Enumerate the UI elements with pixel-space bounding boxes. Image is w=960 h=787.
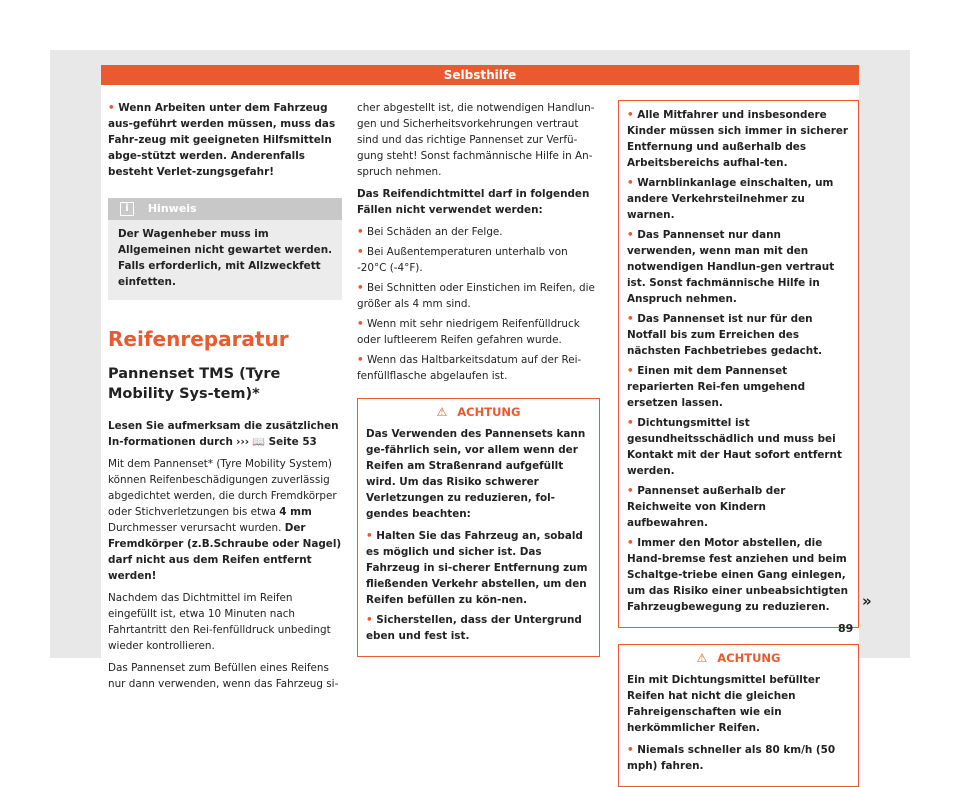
warning-intro: Das Verwenden des Pannensets kann ge-fährlich sein, vor allem wenn der Reifen am Straßenrand aufgefüllt wird. Um das Risiko schwerer Verletzungen zu reduzieren, fol-gendes beachten: (366, 428, 586, 520)
warning-item-text: Pannenset außerhalb der Reichweite von Kindern aufbewahren. (627, 485, 786, 529)
bullet-icon: • (627, 537, 634, 549)
subsection-title: Pannenset TMS (Tyre Mobility Sys-tem)* (108, 366, 281, 402)
warning-box-2 (618, 644, 859, 787)
list-item (357, 244, 600, 276)
page-number: 89 (838, 622, 854, 635)
warning-item-text: Das Pannenset nur dann verwenden, wenn man mit den notwendigen Handlun-gen vertraut ist. Sonst fachmännische Hilfe in Anspruch nehmen. (627, 229, 835, 305)
p1-text-b: 4 mm (279, 506, 312, 518)
bullet-icon: • (357, 226, 364, 238)
p1-text-d: Der Fremdkörper (z.B.Schraube oder Nagel) darf nicht aus dem Reifen entfernt werden! (108, 522, 342, 582)
warning-intro: Ein mit Dichtungsmittel befüllter Reifen hat nicht die gleichen Fahreigenschaften wie ein herkömmlicher Reifen. (627, 674, 820, 734)
note-box (108, 198, 342, 300)
warning-item-text: Warnblinkanlage einschalten, um andere Verkehrsteilnehmer zu warnen. (627, 177, 834, 221)
warning-item-text: Halten Sie das Fahrzeug an, sobald es möglich und sicher ist. Das Fahrzeug in si-cherer Entfernung zum fließenden Verkehr abstellen, um den Reifen befüllen zu kön-nen. (366, 530, 588, 606)
warning-header (619, 645, 858, 670)
warning-body (619, 670, 858, 786)
intro-bold: Lesen Sie aufmerksam die zusätzlichen In-formationen durch (108, 420, 339, 448)
warning-item (627, 742, 850, 774)
bullet-icon: • (627, 177, 634, 189)
book-icon: 📖 (252, 436, 266, 448)
warning-triangle-icon: ⚠ (436, 405, 448, 419)
bullet-icon: • (627, 365, 634, 377)
bullet-icon: • (357, 354, 364, 366)
warning-triangle-icon: ⚠ (696, 651, 708, 665)
subheading: Das Reifendichtmittel darf in folgenden Fällen nicht verwendet werden: (357, 188, 590, 216)
warning-item-text: Das Pannenset ist nur für den Notfall bis zum Erreichen des nächsten Fachbetriebes gedacht. (627, 313, 823, 357)
paragraph-cont: cher abgestellt ist, die notwendigen Handlun-gen und Sicherheitsvorkehrungen vertraut sind und das richtige Pannenset zur Verfü-gung steht! Sonst fachmännische Hilfe in An-spruch nehmen. (357, 102, 595, 178)
column-3 (618, 100, 859, 787)
warning-box-continued (618, 100, 859, 628)
page-link[interactable]: Seite 53 (268, 436, 317, 448)
warning-box (357, 398, 600, 657)
warning-item (627, 107, 850, 171)
section-header: Selbsthilfe (101, 65, 859, 85)
bullet-icon: • (108, 102, 115, 114)
list-item (357, 280, 600, 312)
warning-continued-text: Wenn Arbeiten unter dem Fahrzeug aus-geführt werden müssen, muss das Fahr-zeug mit geeigneten Hilfsmitteln abge-stützt werden. Anderenfalls besteht Verlet-zungsgefahr! (108, 102, 336, 178)
note-title: Hinweis (147, 202, 197, 215)
note-header (108, 198, 342, 220)
continue-marker: » (862, 592, 872, 610)
warning-item-text: Immer den Motor abstellen, die Hand-bremse fest anziehen und beim Schaltge-triebe einen Gang einlegen, um das Risiko einer unbeabsichtigten Fahrzeugbewegung zu reduzieren. (627, 537, 848, 613)
warning-item (627, 311, 850, 359)
link-arrows: ››› (236, 436, 250, 448)
paragraph-2: Nachdem das Dichtmittel im Reifen eingefüllt ist, etwa 10 Minuten nach Fahrtantritt den Rei-fenfülldruck unbedingt wieder kontrollieren. (108, 592, 331, 652)
warning-title: ACHTUNG (457, 405, 521, 419)
column-2 (357, 100, 600, 657)
column-1 (108, 100, 342, 698)
info-icon: i (120, 202, 134, 216)
warning-item (627, 535, 850, 615)
bullet-icon: • (627, 313, 634, 325)
p1-text-a: Mit dem Pannenset* (Tyre Mobility System) können Reifenbeschädigungen zuverlässig abgedichtet werden, die durch Fremdkörper oder Stichverletzungen bis etwa (108, 458, 337, 518)
list-item-text: Bei Außentemperaturen unterhalb von -20°C (-4°F). (357, 246, 568, 274)
list-item-text: Bei Schnitten oder Einstichen im Reifen, die größer als 4 mm sind. (357, 282, 595, 310)
bullet-icon: • (357, 282, 364, 294)
list-item (357, 224, 600, 240)
bullet-icon: • (627, 109, 634, 121)
warning-item (366, 528, 591, 608)
bullet-icon: • (627, 229, 634, 241)
warning-header (358, 399, 599, 424)
warning-item (627, 483, 850, 531)
list-item-text: Wenn mit sehr niedrigem Reifenfülldruck oder luftleerem Reifen gefahren wurde. (357, 318, 580, 346)
bullet-icon: • (627, 417, 634, 429)
intro-paragraph (108, 418, 342, 450)
warning-item-text: Einen mit dem Pannenset reparierten Rei-fen umgehend ersetzen lassen. (627, 365, 806, 409)
warning-item-text: Dichtungsmittel ist gesundheitsschädlich und muss bei Kontakt mit der Haut sofort entfernt werden. (627, 417, 842, 477)
note-body: Der Wagenheber muss im Allgemeinen nicht gewartet werden. Falls erforderlich, mit Allzweckfett einfetten. (118, 228, 333, 288)
bullet-icon: • (357, 246, 364, 258)
warning-body (619, 101, 858, 627)
list-item (357, 352, 600, 384)
list-item-text: Wenn das Haltbarkeitsdatum auf der Rei-fenfüllflasche abgelaufen ist. (357, 354, 582, 382)
bullet-icon: • (627, 744, 634, 756)
paragraph-3: Das Pannenset zum Befüllen eines Reifens nur dann verwenden, wenn das Fahrzeug si- (108, 662, 339, 690)
warning-continued (108, 100, 342, 180)
warning-body (358, 424, 599, 656)
warning-title: ACHTUNG (717, 651, 781, 665)
warning-item (627, 175, 850, 223)
warning-item (627, 227, 850, 307)
bullet-list (357, 224, 600, 384)
p1-text-c: Durchmesser verursacht wurden. (108, 522, 282, 534)
warning-item-text: Alle Mitfahrer und insbesondere Kinder müssen sich immer in sicherer Entfernung und außerhalb des Arbeitsbereichs aufhal-ten. (627, 109, 849, 169)
bullet-icon: • (627, 485, 634, 497)
warning-item-text: Niemals schneller als 80 km/h (50 mph) fahren. (627, 744, 836, 772)
bullet-icon: • (357, 318, 364, 330)
list-item-text: Bei Schäden an der Felge. (366, 226, 503, 238)
warning-item-text: Sicherstellen, dass der Untergrund eben und fest ist. (366, 614, 582, 642)
paragraph-1 (108, 456, 342, 584)
list-item (357, 316, 600, 348)
bullet-icon: • (366, 530, 373, 542)
bullet-icon: • (366, 614, 373, 626)
warning-item (627, 415, 850, 479)
warning-item (366, 612, 591, 644)
warning-item (627, 363, 850, 411)
section-title: Reifenreparatur (108, 327, 289, 351)
